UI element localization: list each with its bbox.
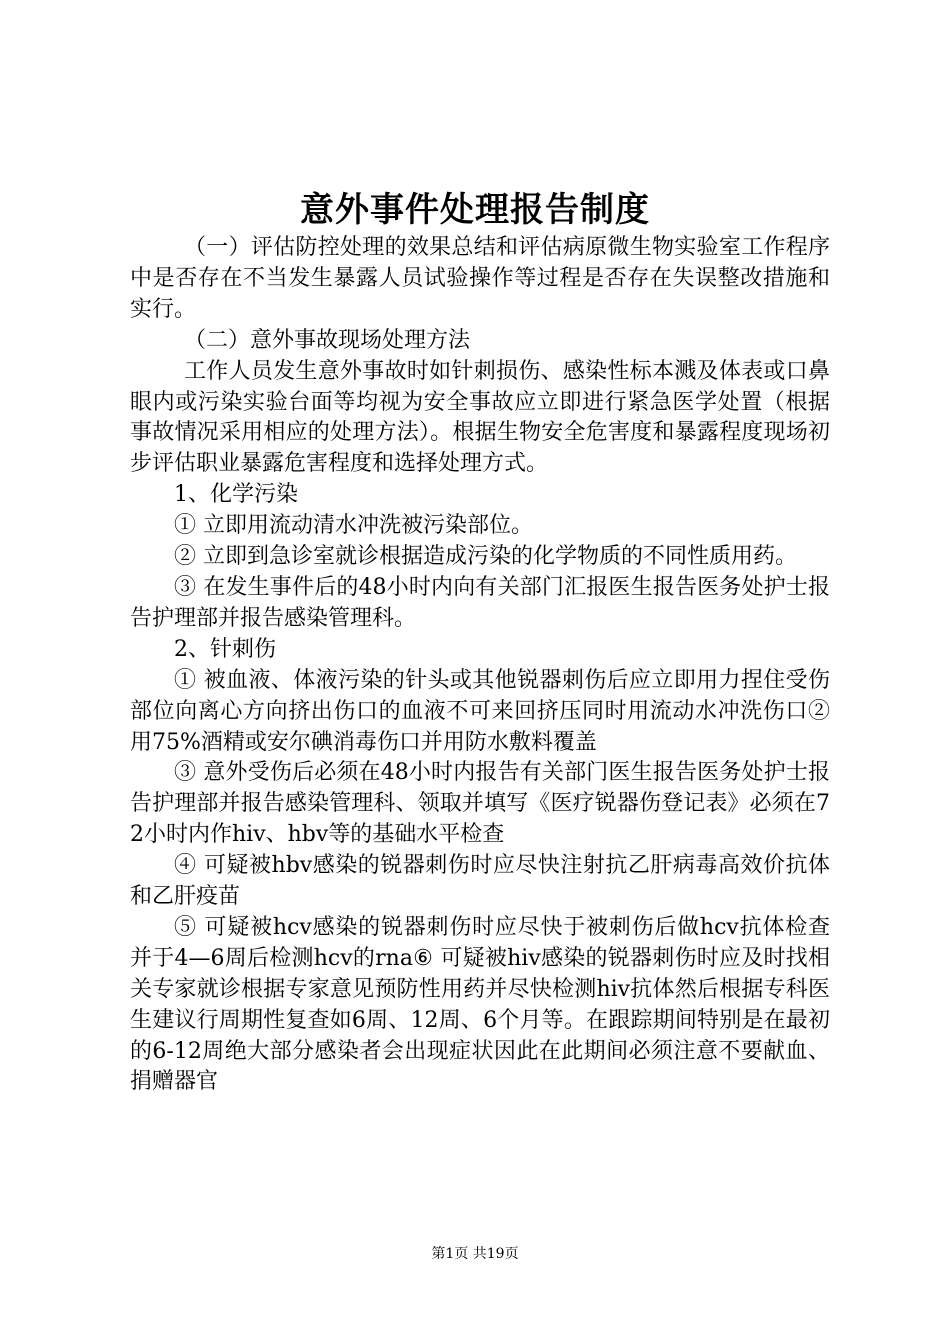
list-item-chemical-2: ② 立即到急诊室就诊根据造成污染的化学物质的不同性质用药。 bbox=[174, 544, 797, 570]
paragraph-evaluation: （一）评估防控处理的效果总结和评估病原微生物实验室工作程序中是否存在不当发生暴露人员试验操作等过程是否存在失误整改措施和实行。 bbox=[130, 235, 830, 322]
page-footer: 第1页 共19页 bbox=[431, 1246, 519, 1262]
list-item-chemical-1: ① 立即用流动清水冲洗被污染部位。 bbox=[174, 513, 533, 539]
list-item-needlestick-3: ③ 意外受伤后必须在48小时内报告有关部门医生报告医务处护士报告护理部并报告感染管理科、领取并填写《医疗锐器伤登记表》必须在72小时内作hiv、hbv等的基础水平检查 bbox=[130, 760, 830, 848]
subheading-chemical-pollution: 1、化学污染 bbox=[174, 482, 298, 508]
subheading-needlestick: 2、针刺伤 bbox=[174, 636, 276, 662]
list-item-needlestick-5: ⑤ 可疑被hcv感染的锐器刺伤时应尽快于被刺伤后做hcv抗体检查并于4—6周后检测hcv的rna⑥ 可疑被hiv感染的锐器刺伤时应及时找相关专家就诊根据专家意见预防性用药并尽快检测hiv抗体然后根据专科医生建议行周期性复查如6周、12周、6个月等。在跟踪期间特别是在最初的6-12周绝大部分感染者会出现症状因此在此期间必须注意不要献血、捐赠器官 bbox=[130, 914, 830, 1095]
list-item-needlestick-1: ① 被血液、体液污染的针头或其他锐器刺伤后应立即用力捏住受伤部位向离心方向挤出伤口的血液不可来回挤压同时用流动水冲洗伤口②用75%酒精或安尔碘消毒伤口并用防水敷料覆盖 bbox=[130, 667, 830, 755]
list-item-needlestick-4: ④ 可疑被hbv感染的锐器刺伤时应尽快注射抗乙肝病毒高效价抗体和乙肝疫苗 bbox=[130, 853, 830, 910]
document-body bbox=[130, 233, 830, 1098]
document-title: 意外事件处理报告制度 bbox=[300, 190, 650, 230]
paragraph-accident-overview: 工作人员发生意外事故时如针刺损伤、感染性标本溅及体表或口鼻眼内或污染实验台面等均视为安全事故应立即进行紧急医学处置（根据事故情况采用相应的处理方法）。根据生物安全危害度和暴露程度现场初步评估职业暴露危害程度和选择处理方式。 bbox=[130, 358, 830, 477]
list-item-chemical-3: ③ 在发生事件后的48小时内向有关部门汇报医生报告医务处护士报告护理部并报告感染管理科。 bbox=[130, 574, 830, 631]
section-heading-onsite-handling: （二）意外事故现场处理方法 bbox=[184, 327, 471, 353]
